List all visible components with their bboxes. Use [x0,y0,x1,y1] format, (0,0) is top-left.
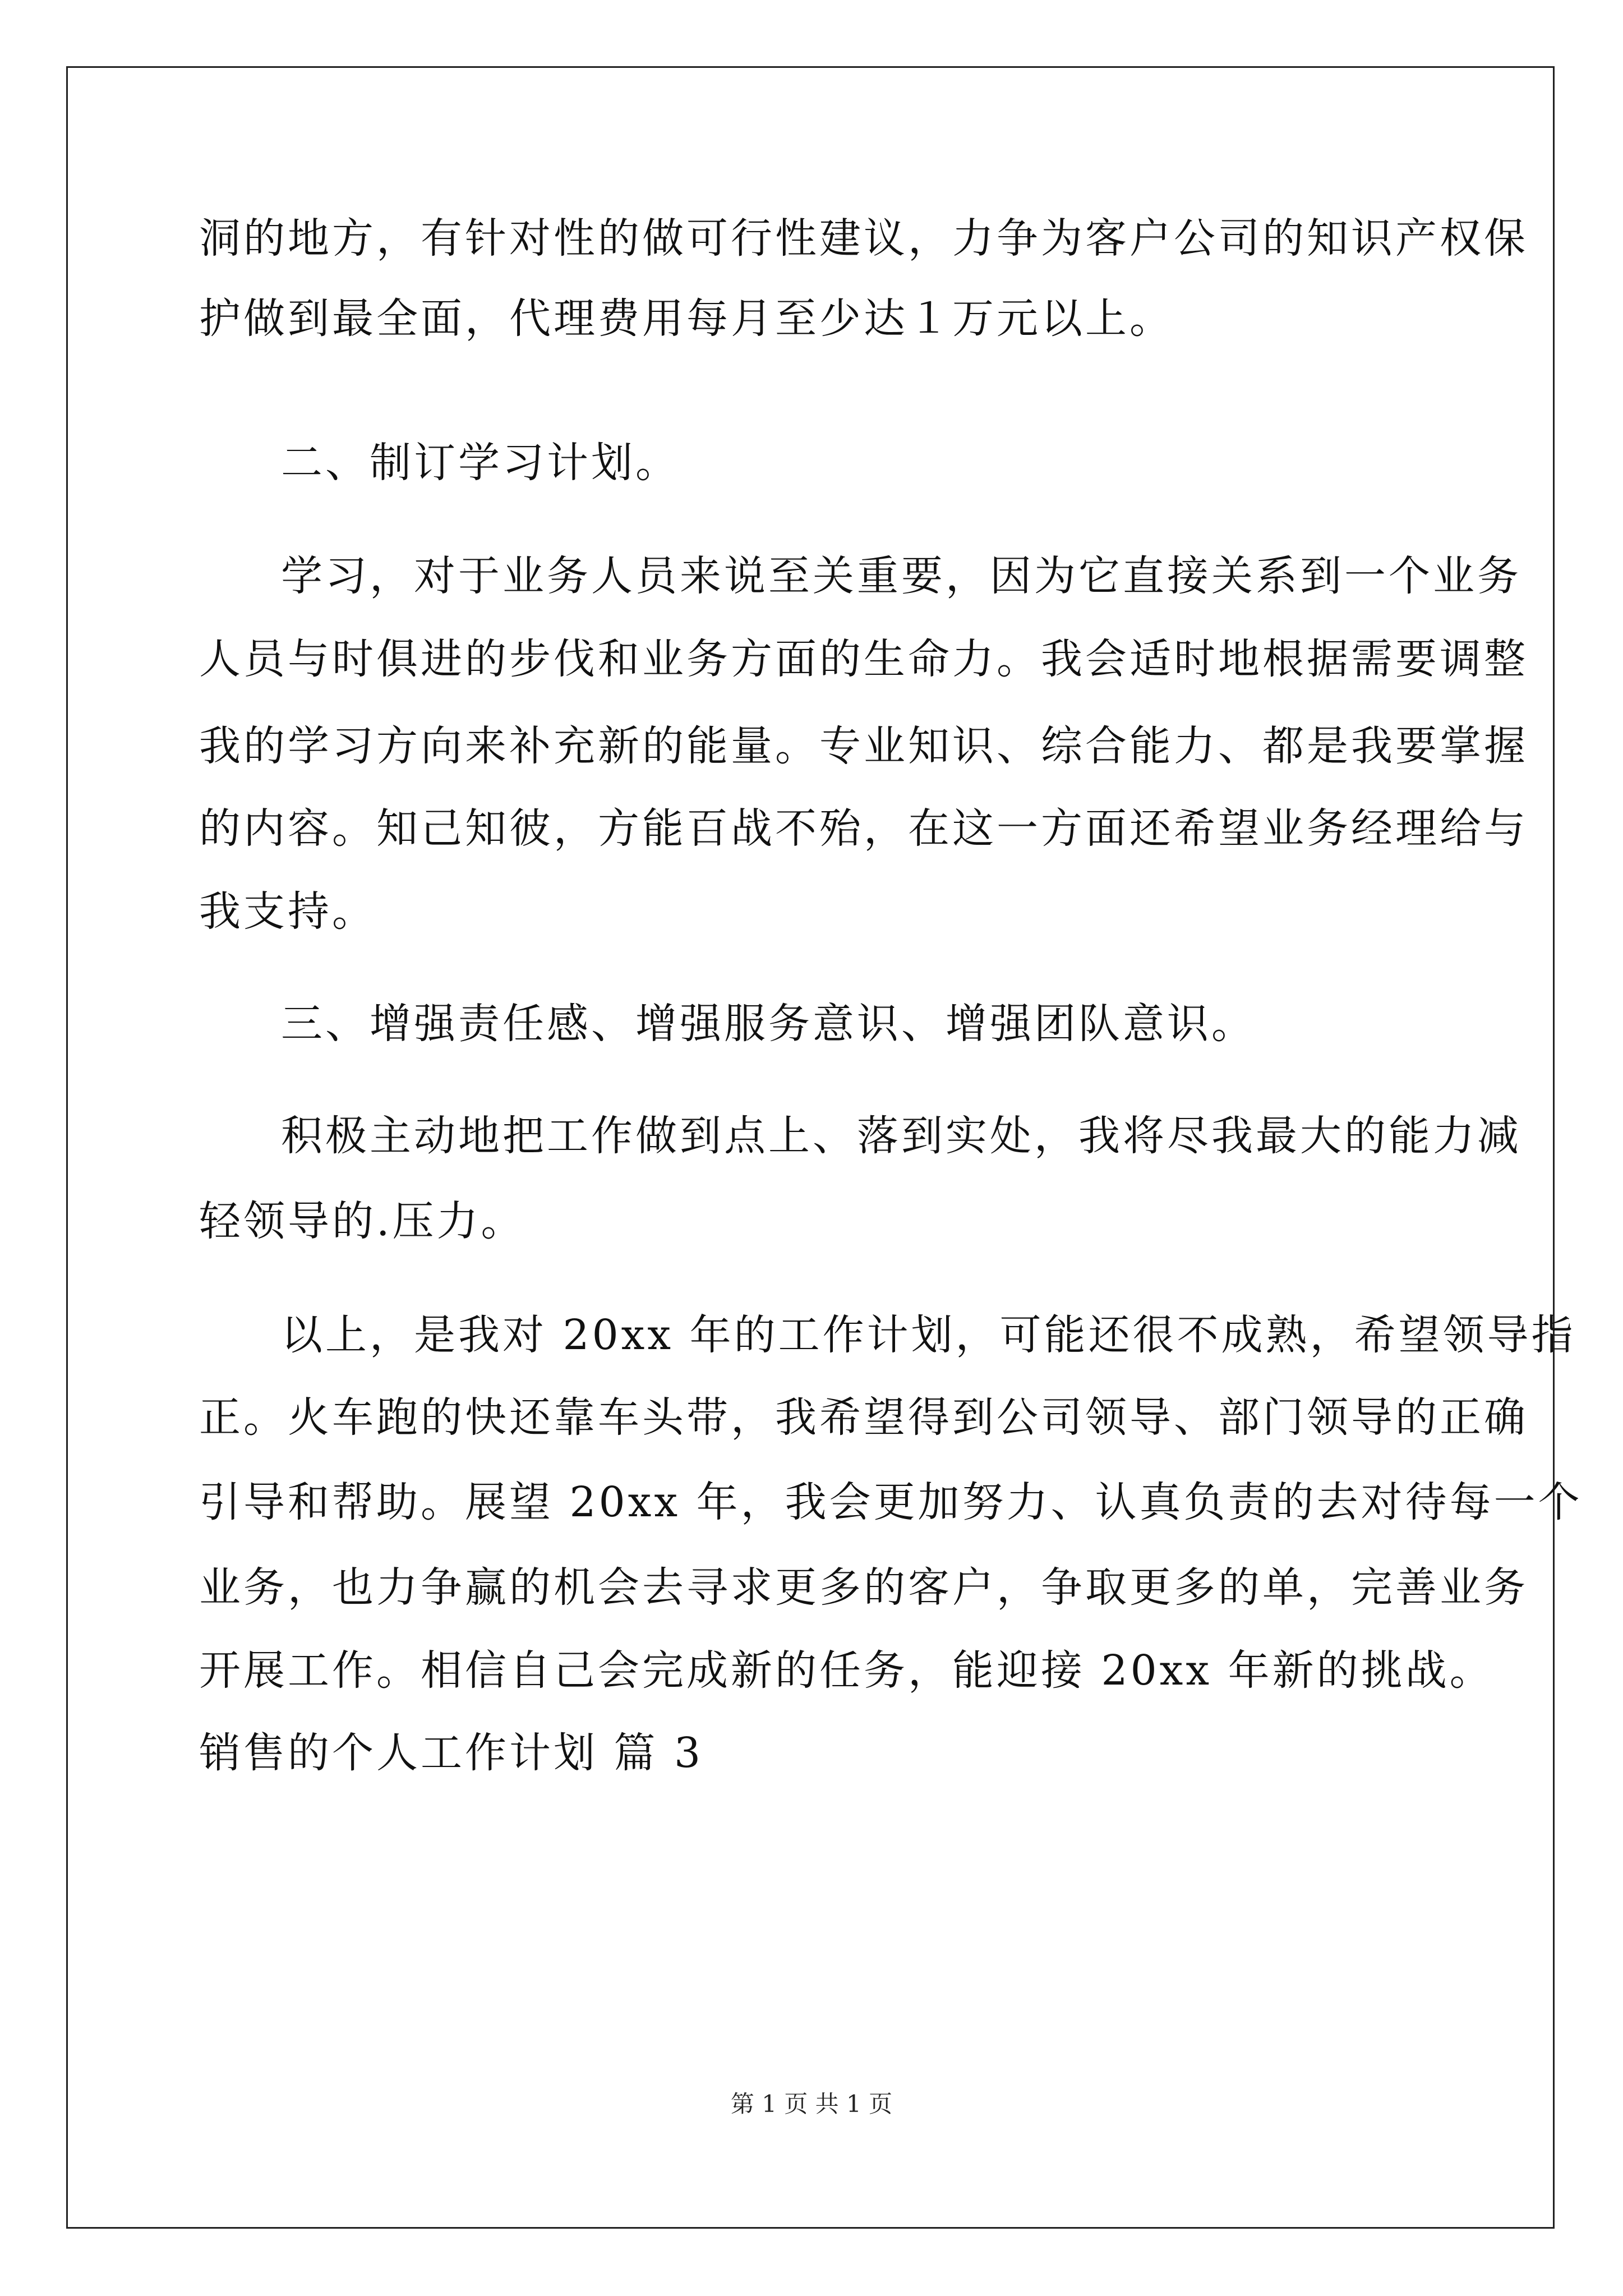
text-line: 积极主动地把工作做到点上、落到实处，我将尽我最大的能力减 [281,1112,1521,1160]
section-heading: 二、制订学习计划。 [281,439,680,487]
section-title: 销售的个人工作计划 篇 3 [199,1729,704,1777]
text-line: 学习，对于业务人员来说至关重要，因为它直接关系到一个业务 [281,552,1521,600]
text-line: 引导和帮助。展望 20xx 年，我会更加努力、认真负责的去对待每一个 [199,1478,1583,1526]
text-line: 护做到最全面，代理费用每月至少达１万元以上。 [199,295,1174,343]
text-line: 正。火车跑的快还靠车头带，我希望得到公司领导、部门领导的正确 [199,1393,1528,1442]
text-line: 我的学习方向来补充新的能量。专业知识、综合能力、都是我要掌握 [199,722,1528,770]
text-line: 以上，是我对 20xx 年的工作计划，可能还很不成熟，希望领导指 [281,1311,1576,1359]
text-line: 人员与时俱进的步伐和业务方面的生命力。我会适时地根据需要调整 [199,635,1528,683]
text-line: 开展工作。相信自己会完成新的任务，能迎接 20xx 年新的挑战。 [199,1646,1494,1695]
text-line: 轻领导的.压力。 [199,1197,525,1245]
text-line: 洞的地方，有针对性的做可行性建议，力争为客户公司的知识产权保 [199,214,1528,263]
text-line: 的内容。知己知彼，方能百战不殆，在这一方面还希望业务经理给与 [199,804,1528,853]
section-heading: 三、增强责任感、增强服务意识、增强团队意识。 [281,1000,1256,1048]
text-line: 我支持。 [199,887,376,936]
page-footer: 第 1 页 共 1 页 [730,2090,893,2118]
text-line: 业务，也力争赢的机会去寻求更多的客户，争取更多的单，完善业务 [199,1563,1528,1612]
